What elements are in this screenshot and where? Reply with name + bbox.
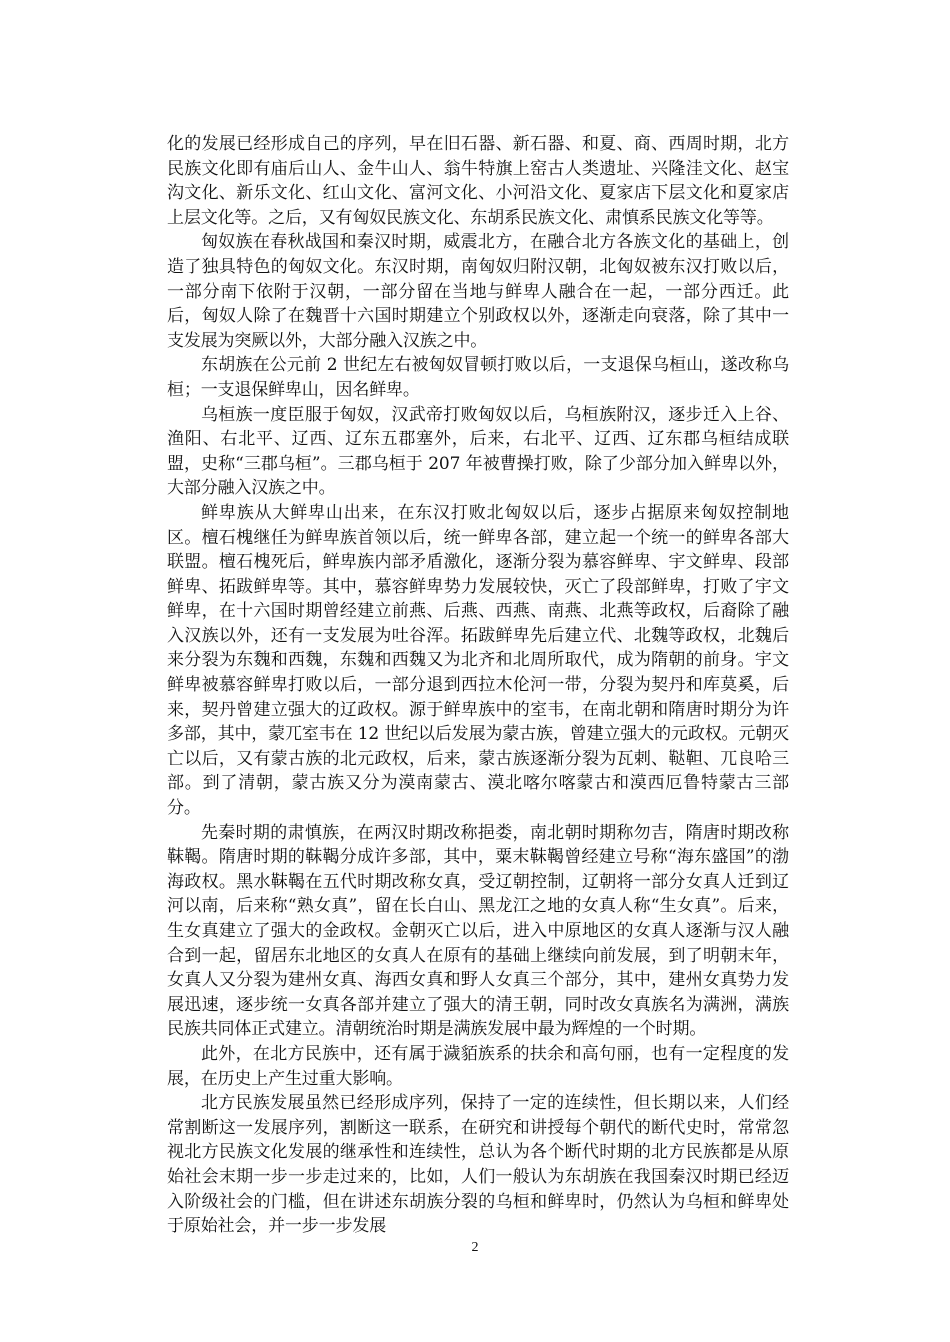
body-text: [167, 132, 789, 1239]
paragraph-1: 化的发展已经形成自己的序列，早在旧石器、新石器、和夏、商、西周时期，北方民族文化即有庙后山人、金牛山人、翁牛特旗上窑古人类遗址、兴隆洼文化、赵宝沟文化、新乐文化、红山文化、富河文化、小河沿文化、夏家店下层文化和夏家店上层文化等。之后，又有匈奴民族文化、东胡系民族文化、肃慎系民族文化等等。: [167, 134, 789, 228]
paragraph-4: 乌桓族一度臣服于匈奴，汉武帝打败匈奴以后，乌桓族附汉，逐步迁入上谷、渔阳、右北平、辽西、辽东五郡塞外，后来，右北平、辽西、辽东郡乌桓结成联盟，史称“三郡乌桓”。三郡乌桓于 207 年被曹操打败，除了少部分加入鲜卑以外，大部分融入汉族之中。: [167, 404, 789, 499]
paragraph-8: 北方民族发展虽然已经形成序列，保持了一定的连续性，但长期以来，人们经常割断这一发展序列，割断这一联系，在研究和讲授每个朝代的断代史时，常常忽视北方民族文化发展的继承性和连续性，总认为各个断代时期的北方民族都是从原始社会末期一步一步走过来的，比如，人们一般认为东胡族在我国秦汉时期已经迈入阶级社会的门槛，但在讲述东胡族分裂的乌桓和鲜卑时，仍然认为乌桓和鲜卑处于原始社会，并一步一步发展: [167, 1093, 789, 1237]
paragraph-2: 匈奴族在春秋战国和秦汉时期，威震北方，在融合北方各族文化的基础上，创造了独具特色的匈奴文化。东汉时期，南匈奴归附汉朝，北匈奴被东汉打败以后，一部分南下依附于汉朝，一部分留在当地与鲜卑人融合在一起，一部分西迁。此后，匈奴人除了在魏晋十六国时期建立个别政权以外，逐渐走向衰落，除了其中一支发展为突厥以外，大部分融入汉族之中。: [167, 232, 789, 351]
paragraph-7: 此外，在北方民族中，还有属于濊貊族系的扶余和高句丽，也有一定程度的发展，在历史上产生过重大影响。: [167, 1043, 789, 1089]
paragraph-5: 鲜卑族从大鲜卑山出来，在东汉打败北匈奴以后，逐步占据原来匈奴控制地区。檀石槐继任为鲜卑族首领以后，统一鲜卑各部，建立起一个统一的鲜卑各部大联盟。檀石槐死后，鲜卑族内部矛盾激化，逐渐分裂为慕容鲜卑、宇文鲜卑、段部鲜卑、拓跋鲜卑等。其中，慕容鲜卑势力发展较快，灭亡了段部鲜卑，打败了宇文鲜卑，在十六国时期曾经建立前燕、后燕、西燕、南燕、北燕等政权，后裔除了融入汉族以外，还有一支发展为吐谷浑。拓跋鲜卑先后建立代、北魏等政权，北魏后来分裂为东魏和西魏，东魏和西魏又为北齐和北周所取代，成为隋朝的前身。宇文鲜卑被慕容鲜卑打败以后，一部分退到西拉木伦河一带，分裂为契丹和库莫奚，后来，契丹曾建立强大的辽政权。源于鲜卑族中的室韦，在南北朝和隋唐时期分为许多部，其中，蒙兀室韦在 12 世纪以后发展为蒙古族，曾建立强大的元政权。元朝灭亡以后，又有蒙古族的北元政权，后来，蒙古族逐渐分裂为瓦剌、鞑靼、兀良哈三部。到了清朝，蒙古族又分为漠南蒙古、漠北喀尔喀蒙古和漠西厄鲁特蒙古三部分。: [167, 502, 789, 819]
paragraph-3: 东胡族在公元前 2 世纪左右被匈奴冒顿打败以后，一支退保乌桓山，遂改称乌桓；一支退保鲜卑山，因名鲜卑。: [167, 355, 789, 400]
page-number: 2: [471, 1240, 479, 1255]
paragraph-6: 先秦时期的肃慎族，在两汉时期改称挹娄，南北朝时期称勿吉，隋唐时期改称靺鞨。隋唐时期的靺鞨分成许多部，其中，粟末靺鞨曾经建立号称“海东盛国”的渤海政权。黑水靺鞨在五代时期改称女真，受辽朝控制，辽朝将一部分女真人迁到辽河以南，后来称“熟女真”，留在长白山、黑龙江之地的女真人称“生女真”。后来，生女真建立了强大的金政权。金朝灭亡以后，进入中原地区的女真人逐渐与汉人融合到一起，留居东北地区的女真人在原有的基础上继续向前发展，到了明朝末年，女真人又分裂为建州女真、海西女真和野人女真三个部分，其中，建州女真势力发展迅速，逐步统一女真各部并建立了强大的清王朝，同时改女真族名为满洲，满族民族共同体正式建立。清朝统治时期是满族发展中最为辉煌的一个时期。: [167, 822, 789, 1040]
